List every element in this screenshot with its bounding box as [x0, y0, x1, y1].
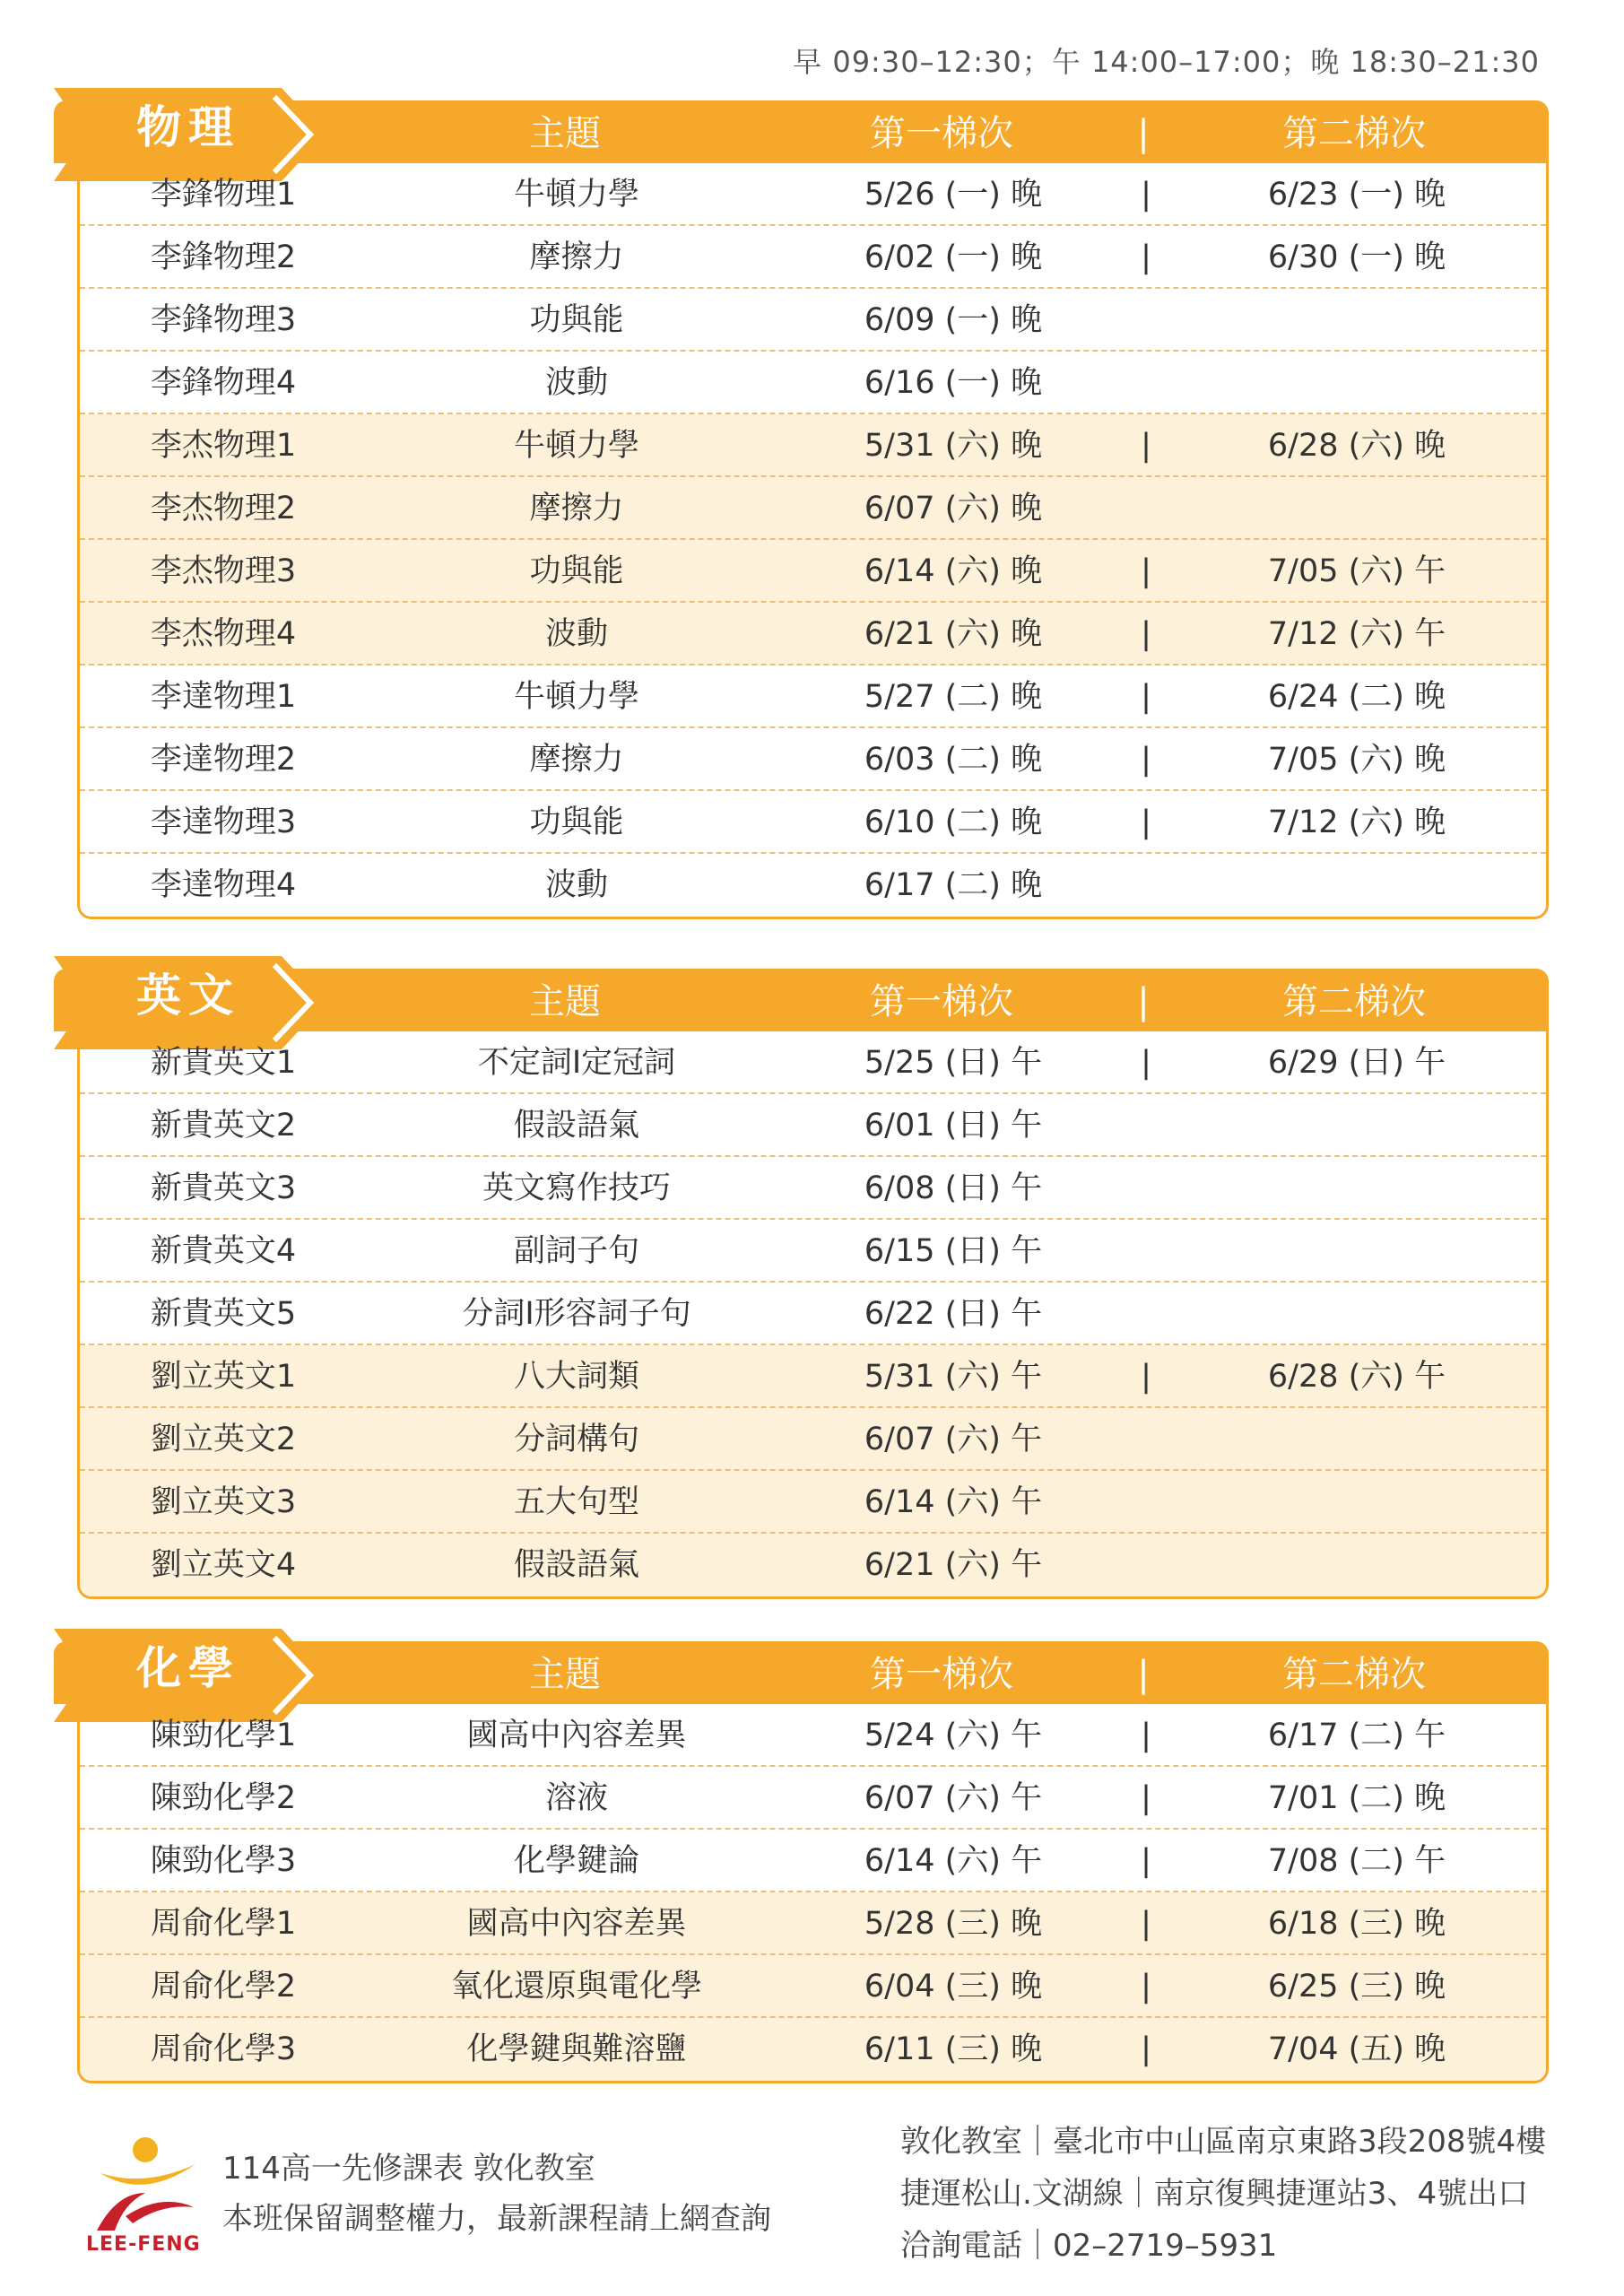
logo-wordmark: LEE-FENG	[86, 2233, 201, 2256]
course-topic: 牛頓力學	[513, 177, 639, 213]
course-name: 劉立英文1	[150, 1359, 297, 1395]
first-session: 5/28 (三) 晚	[864, 1906, 1043, 1942]
course-name: 李達物理1	[150, 679, 297, 715]
second-session: 6/25 (三) 晚	[1267, 1969, 1446, 2005]
schedule-table	[77, 163, 1549, 919]
first-session: 6/14 (六) 晚	[864, 553, 1043, 589]
course-topic: 牛頓力學	[513, 428, 639, 464]
first-session: 6/04 (三) 晚	[864, 1969, 1043, 2005]
first-session: 5/25 (日) 午	[864, 1045, 1043, 1081]
second-session: 7/05 (六) 午	[1267, 553, 1446, 589]
course-name: 李鋒物理1	[150, 177, 297, 213]
table-row	[80, 1031, 1546, 1094]
row-separator: |	[1141, 742, 1151, 778]
course-topic: 牛頓力學	[513, 679, 639, 715]
first-session: 6/08 (日) 午	[864, 1170, 1043, 1206]
course-topic: 波動	[544, 616, 608, 652]
table-row	[80, 477, 1546, 540]
row-separator: |	[1141, 1843, 1151, 1879]
subject-title: 化學	[136, 1642, 240, 1694]
course-name: 劉立英文4	[150, 1547, 297, 1583]
table-row	[80, 1157, 1546, 1220]
table-row	[80, 603, 1546, 665]
table-row	[80, 1345, 1546, 1408]
course-name: 李杰物理4	[150, 616, 297, 652]
row-separator: |	[1141, 616, 1151, 652]
first-session: 6/14 (六) 午	[864, 1484, 1043, 1520]
course-name: 李杰物理1	[150, 428, 297, 464]
course-topic: 國高中內容差異	[466, 1906, 687, 1942]
second-session: 7/12 (六) 午	[1267, 616, 1446, 652]
first-session: 6/11 (三) 晚	[864, 2031, 1043, 2067]
row-separator: |	[1141, 1718, 1151, 1753]
course-topic: 副詞子句	[513, 1233, 639, 1269]
course-topic: 化學鍵與難溶鹽	[466, 2031, 687, 2067]
second-session: 7/01 (二) 晚	[1267, 1780, 1446, 1816]
first-session: 6/03 (二) 晚	[864, 742, 1043, 778]
course-name: 新貴英文1	[150, 1045, 297, 1081]
course-name: 李達物理3	[150, 804, 297, 840]
first-session: 6/10 (二) 晚	[864, 804, 1043, 840]
first-session: 6/14 (六) 午	[864, 1843, 1043, 1879]
column-separator: |	[1137, 981, 1150, 1022]
footer-notice: 本班保留調整權力，最新課程請上網查詢	[222, 2201, 771, 2237]
footer-phone: 洽詢電話｜02–2719–5931	[900, 2228, 1278, 2264]
second-session: 7/05 (六) 晚	[1267, 742, 1446, 778]
section-header	[0, 969, 1624, 1031]
section-header	[0, 100, 1624, 163]
table-row	[80, 854, 1546, 917]
second-session: 6/24 (二) 晚	[1267, 679, 1446, 715]
course-topic: 假設語氣	[513, 1547, 639, 1583]
subject-title: 英文	[136, 970, 240, 1022]
footer-address: 敦化教室｜臺北市中山區南京東路3段208號4樓	[900, 2124, 1547, 2160]
first-session: 6/07 (六) 午	[864, 1780, 1043, 1816]
second-session: 6/28 (六) 午	[1267, 1359, 1446, 1395]
course-topic: 摩擦力	[529, 239, 624, 275]
subject-title: 物理	[136, 101, 240, 153]
first-session: 5/27 (二) 晚	[864, 679, 1043, 715]
course-topic: 五大句型	[513, 1484, 639, 1520]
table-row	[80, 1830, 1546, 1892]
row-separator: |	[1141, 428, 1151, 464]
course-name: 陳勁化學1	[150, 1718, 297, 1753]
schedule-table	[77, 1704, 1549, 2083]
course-topic: 八大詞類	[513, 1359, 639, 1395]
first-session: 6/09 (一) 晚	[864, 302, 1043, 338]
column-header-topic: 主題	[529, 113, 601, 154]
footer-mrt: 捷運松山.文湖線｜南京復興捷運站3、4號出口	[900, 2176, 1529, 2212]
course-topic: 波動	[544, 365, 608, 401]
first-session: 6/17 (二) 晚	[864, 867, 1043, 903]
second-session: 6/18 (三) 晚	[1267, 1906, 1446, 1942]
second-session: 6/30 (一) 晚	[1267, 239, 1446, 275]
class-hours: 早 09:30–12:30；午 14:00–17:00；晚 18:30–21:30	[793, 45, 1540, 79]
first-session: 6/21 (六) 午	[864, 1547, 1043, 1583]
course-name: 周俞化學1	[150, 1906, 297, 1942]
footer-course-title: 114高一先修課表 敦化教室	[222, 2151, 595, 2187]
column-header-first: 第一梯次	[870, 113, 1013, 154]
column-header-topic: 主題	[529, 1654, 601, 1695]
course-topic: 分詞構句	[513, 1422, 639, 1457]
row-separator: |	[1141, 239, 1151, 275]
course-name: 李鋒物理2	[150, 239, 297, 275]
table-row	[80, 1094, 1546, 1157]
second-session: 7/08 (二) 午	[1267, 1843, 1446, 1879]
course-name: 劉立英文3	[150, 1484, 297, 1520]
row-separator: |	[1141, 177, 1151, 213]
table-row	[80, 1471, 1546, 1534]
second-session: 6/23 (一) 晚	[1267, 177, 1446, 213]
course-topic: 溶液	[544, 1780, 608, 1816]
course-topic: 摩擦力	[529, 491, 624, 526]
row-separator: |	[1141, 2031, 1151, 2067]
table-row	[80, 1704, 1546, 1767]
column-header-first: 第一梯次	[870, 1654, 1013, 1695]
column-header-first: 第一梯次	[870, 981, 1013, 1022]
course-topic: 氧化還原與電化學	[450, 1969, 702, 2005]
course-name: 新貴英文5	[150, 1296, 297, 1332]
course-name: 李達物理2	[150, 742, 297, 778]
column-header-topic: 主題	[529, 981, 601, 1022]
course-topic: 不定詞I定冠詞	[477, 1045, 676, 1081]
course-name: 新貴英文3	[150, 1170, 297, 1206]
course-topic: 化學鍵論	[513, 1843, 639, 1879]
course-topic: 功與能	[529, 302, 624, 338]
course-name: 周俞化學3	[150, 2031, 297, 2067]
row-separator: |	[1141, 553, 1151, 589]
first-session: 6/15 (日) 午	[864, 1233, 1043, 1269]
first-session: 5/31 (六) 晚	[864, 428, 1043, 464]
column-separator: |	[1137, 1654, 1150, 1695]
row-separator: |	[1141, 804, 1151, 840]
table-row	[80, 1408, 1546, 1471]
row-separator: |	[1141, 679, 1151, 715]
table-row	[80, 1283, 1546, 1345]
table-row	[80, 1955, 1546, 2018]
course-topic: 波動	[544, 867, 608, 903]
course-topic: 功與能	[529, 804, 624, 840]
table-row	[80, 2018, 1546, 2081]
course-name: 陳勁化學3	[150, 1843, 297, 1879]
column-separator: |	[1137, 113, 1150, 154]
second-session: 7/04 (五) 晚	[1267, 2031, 1446, 2067]
course-name: 新貴英文2	[150, 1108, 297, 1144]
first-session: 5/24 (六) 午	[864, 1718, 1043, 1753]
first-session: 6/07 (六) 午	[864, 1422, 1043, 1457]
first-session: 6/07 (六) 晚	[864, 491, 1043, 526]
table-row	[80, 728, 1546, 791]
row-separator: |	[1141, 1045, 1151, 1081]
first-session: 5/26 (一) 晚	[864, 177, 1043, 213]
first-session: 6/02 (一) 晚	[864, 239, 1043, 275]
course-name: 李達物理4	[150, 867, 297, 903]
course-topic: 國高中內容差異	[466, 1718, 687, 1753]
second-session: 6/17 (二) 午	[1267, 1718, 1446, 1753]
course-topic: 英文寫作技巧	[482, 1170, 671, 1206]
table-row	[80, 540, 1546, 603]
first-session: 6/01 (日) 午	[864, 1108, 1043, 1144]
row-separator: |	[1141, 1969, 1151, 2005]
course-name: 李杰物理3	[150, 553, 297, 589]
second-session: 6/28 (六) 晚	[1267, 428, 1446, 464]
course-topic: 功與能	[529, 553, 624, 589]
table-row	[80, 289, 1546, 352]
course-name: 李鋒物理3	[150, 302, 297, 338]
column-header-second: 第二梯次	[1282, 113, 1426, 154]
table-row	[80, 791, 1546, 854]
first-session: 5/31 (六) 午	[864, 1359, 1043, 1395]
table-row	[80, 1892, 1546, 1955]
table-row	[80, 1220, 1546, 1283]
second-session: 7/12 (六) 晚	[1267, 804, 1446, 840]
row-separator: |	[1141, 1780, 1151, 1816]
column-header-second: 第二梯次	[1282, 981, 1426, 1022]
course-topic: 假設語氣	[513, 1108, 639, 1144]
column-header-second: 第二梯次	[1282, 1654, 1426, 1695]
course-name: 劉立英文2	[150, 1422, 297, 1457]
course-name: 新貴英文4	[150, 1233, 297, 1269]
schedule-table	[77, 1031, 1549, 1599]
table-row	[80, 352, 1546, 414]
course-name: 李鋒物理4	[150, 365, 297, 401]
table-row	[80, 1534, 1546, 1596]
table-row	[80, 665, 1546, 728]
first-session: 6/16 (一) 晚	[864, 365, 1043, 401]
row-separator: |	[1141, 1359, 1151, 1395]
course-topic: 分詞I形容詞子句	[462, 1296, 691, 1332]
first-session: 6/22 (日) 午	[864, 1296, 1043, 1332]
course-name: 周俞化學2	[150, 1969, 297, 2005]
first-session: 6/21 (六) 晚	[864, 616, 1043, 652]
row-separator: |	[1141, 1906, 1151, 1942]
second-session: 6/29 (日) 午	[1267, 1045, 1446, 1081]
table-row	[80, 1767, 1546, 1830]
table-row	[80, 163, 1546, 226]
section-header	[0, 1641, 1624, 1704]
table-row	[80, 414, 1546, 477]
course-name: 李杰物理2	[150, 491, 297, 526]
table-row	[80, 226, 1546, 289]
course-topic: 摩擦力	[529, 742, 624, 778]
course-name: 陳勁化學2	[150, 1780, 297, 1816]
